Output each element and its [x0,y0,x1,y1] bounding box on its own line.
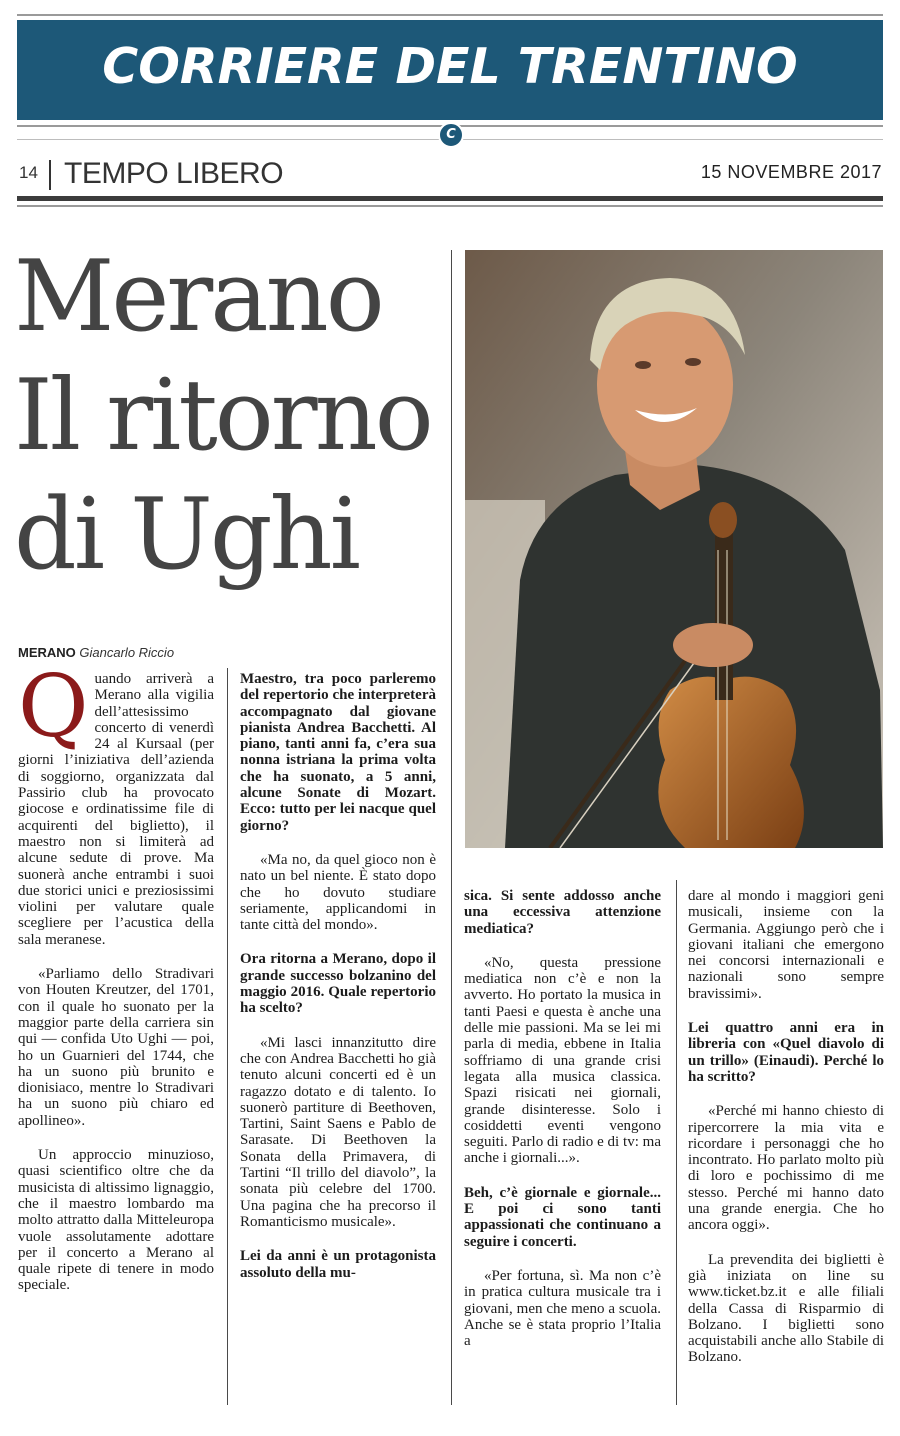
byline-author: Giancarlo Riccio [79,645,175,660]
header-rule-thin [17,205,883,207]
masthead [17,20,883,120]
newspaper-logo-icon: C [438,122,464,148]
headline-line: Il ritorno [14,359,431,473]
interview-question: Maestro, tra poco parleremo del repertorio che interpreterà accompagnato dal giovane pianista Andrea Bacchetti. Al piano, tanti anni fa, c’era sua nonna istriana la prima volta che ha suonato, a 5 anni, alcune Sonate di Mozart. Ecco: tutto per lei nacque quel giorno? [240,671,436,834]
article-column-2 [240,671,436,1281]
interview-answer: «Per fortuna, sì. Ma non c’è in pratica cultura musicale tra i giovani, men che meno a scuola. Anche se è stata proprio l’Italia a [464,1267,661,1350]
issue-date: 15 NOVEMBRE 2017 [700,162,882,182]
portrait-photo [465,250,883,848]
page-number-divider [49,160,51,190]
interview-answer: dare al mondo i maggiori geni musicali, insieme con la Germania. Aggiungo però che i giovani italiani che emergono nei concorsi internazionali e nazionali sono sempre bravissimi». [688,888,884,1002]
newspaper-title: CORRIERE DEL TRENTINO [102,38,798,95]
interview-question: Lei da anni è un protagonista assoluto della mu- [240,1248,436,1281]
headline-line: di Ughi [14,478,359,592]
masthead-top-rule [17,14,883,16]
interview-question: Beh, c’è giornale e giornale... E poi ci sono tanti appassionati che continuano a seguire i concerti. [464,1184,661,1250]
article-headline [14,238,444,595]
column-rule [451,250,452,1405]
interview-answer: «Ma no, da quel gioco non è nato un bel niente. È stato dopo che ho dovuto studiare seriamente, applicandomi in tante città del mondo». [240,851,436,934]
interview-answer: «Perché mi hanno chiesto di ripercorrere la mia vita e ricordare i personaggi che ho incontrato. Ho parlato molto più di loro e pochissimo di me stesso. Perché mi hanno dato una grande energia. Che ho ancora oggi». [688,1103,884,1234]
header-rule [17,196,883,201]
paragraph: uando arriverà a Merano alla vigilia dell’attesissimo concerto di venerdì 24 al Kursaal (per giorni l’iniziativa dell’azienda di soggiorno, organizzata dal Passirio club ha provocato giocose e ordinatissime file di acquirenti del biglietto), il maestro non si limiterà ad alcune sedute di prove. Ma suonerà anche entrambi i suoi due storici unici e preziosissimi violini per valutare quale scegliere per l’acustica della sala meranese. [18,671,214,948]
interview-question: Ora ritorna a Merano, dopo il grande successo bolzanino del maggio 2016. Quale repertorio ha scelto? [240,951,436,1017]
article-column-3 [464,888,661,1349]
ticket-info: La prevendita dei biglietti è già iniziata on line su www.ticket.bz.it e alle filiali della Cassa di Risparmio di Bolzano. I biglietti sono acquistabili anche allo Stabile di Bolzano. [688,1251,884,1366]
article-column-4 [688,888,884,1366]
section-title: TEMPO LIBERO [64,157,284,190]
page-number: 14 [19,163,38,182]
interview-question: sica. Si sente addosso anche una eccessiva attenzione mediatica? [464,888,661,937]
byline-place: MERANO [18,645,76,660]
paragraph: Un approccio minuzioso, quasi scientifico oltre che da musicista di altissimo lignaggio, che il maestro lombardo ma molto attratto dalla Mitteleuropa vuole assolutamente adottare per il concerto a Merano al quale ripete di tenere in modo speciale. [18,1147,214,1294]
column-rule [676,880,677,1405]
paragraph: «Parliamo dello Stradivari von Houten Kreutzer, del 1701, con il quale ho suonato per la maggior parte della carriera sin qui — confida Uto Ughi — poi, ho un Guarnieri del 1744, che ha un suono più brunito e dionisiaco, mentre lo Stradivari ha un suono più chiaro ed apollineo». [18,966,214,1129]
portrait-illustration [465,250,883,848]
drop-cap: Q [18,657,89,757]
column-rule [227,668,228,1405]
interview-question: Lei quattro anni era in libreria con «Quel diavolo di un trillo» (Einaudi). Perché lo ha scritto? [688,1020,884,1085]
headline-line: Merano [14,240,382,354]
article-column-1 [18,657,214,1294]
interview-answer: «Mi lasci innanzitutto dire che con Andrea Bacchetti ho già tenuto alcuni concerti ed è un ragazzo dotato e di talento. Io suonerò partiture di Beethoven, Tartini, Saint Saens e Pablo de Sarasate. Di Beethoven la Sonata della Primavera, di Tartini “Il trillo del diavolo”, la sonata più celebre del 1700. Una pagina che ha precorso il Romanticismo musicale». [240,1034,436,1230]
interview-answer: «No, questa pressione mediatica non c’è e non la avverto. Ho portato la musica in tanti Paesi e questa è anche una delle mie passioni. Ma se lei mi parla di media, ebbene in Italia soffriamo di una grande crisi legata alla musica classica. Spazi risicati nei giornali, grande disinteresse. Solo i cosiddetti eventi vengono seguiti. Parlo di radio e di tv: ma anche i giornali...». [464,954,661,1167]
